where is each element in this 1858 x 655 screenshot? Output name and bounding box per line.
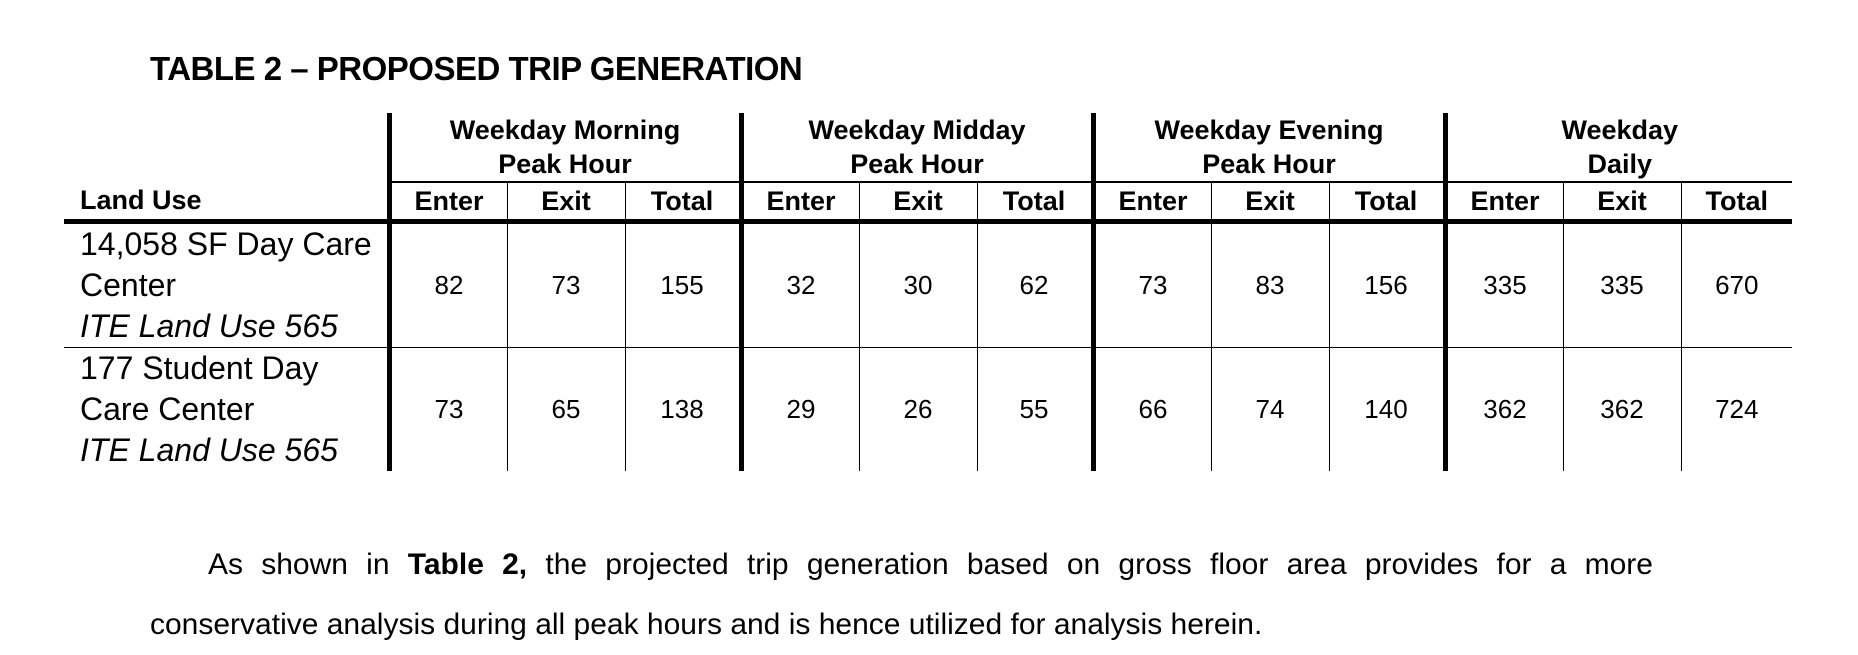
subheader-row (64, 182, 1792, 222)
value-cell: 73 (389, 348, 507, 472)
table-row (64, 348, 1792, 472)
col-header-exit: Exit (507, 182, 625, 222)
value-cell: 66 (1093, 348, 1211, 472)
group-header-line: Daily (1587, 149, 1653, 179)
col-header-total: Total (977, 182, 1093, 222)
value-cell: 362 (1563, 348, 1681, 472)
value-cell: 29 (741, 348, 859, 472)
value-cell: 155 (625, 222, 741, 348)
value-cell: 140 (1329, 348, 1445, 472)
col-header-exit: Exit (1563, 182, 1681, 222)
value-cell: 82 (389, 222, 507, 348)
col-header-enter: Enter (389, 182, 507, 222)
table-reference: Table 2, (407, 548, 528, 581)
ite-code: ITE Land Use 565 (80, 432, 338, 468)
value-cell: 73 (1093, 222, 1211, 348)
paragraph-text-before: As shown in (208, 548, 408, 581)
col-header-total: Total (625, 182, 741, 222)
value-cell: 55 (977, 348, 1093, 472)
land-use-name: 14,058 SF Day Care (80, 226, 372, 262)
col-header-exit: Exit (1211, 182, 1329, 222)
col-header-enter: Enter (1093, 182, 1211, 222)
group-header-morning (389, 113, 741, 182)
value-cell: 30 (859, 222, 977, 348)
value-cell: 362 (1445, 348, 1563, 472)
land-use-name: Center (80, 267, 177, 303)
value-cell: 138 (625, 348, 741, 472)
value-cell: 74 (1211, 348, 1329, 472)
value-cell: 26 (859, 348, 977, 472)
group-header-line: Weekday Evening (1154, 115, 1384, 145)
paragraph-text-after: the projected trip generation based on gross floor area provides for a more conservative analysis during all peak hours and is hence utilized for analysis herein. (150, 548, 1653, 641)
land-use-header: Land Use (64, 182, 389, 222)
land-use-cell (64, 222, 389, 348)
col-header-exit: Exit (859, 182, 977, 222)
ite-code: ITE Land Use 565 (80, 308, 338, 344)
corner-cell (64, 113, 389, 182)
land-use-cell (64, 348, 389, 472)
land-use-name: Care Center (80, 391, 255, 427)
col-header-total: Total (1681, 182, 1792, 222)
table-row (64, 222, 1792, 348)
group-header-daily (1445, 113, 1792, 182)
value-cell: 156 (1329, 222, 1445, 348)
body-paragraph (150, 535, 1653, 655)
group-header-midday (741, 113, 1093, 182)
group-header-line: Peak Hour (1202, 149, 1336, 179)
group-header-line: Weekday Morning (449, 115, 681, 145)
group-header-line: Weekday (1561, 115, 1679, 145)
value-cell: 335 (1563, 222, 1681, 348)
land-use-name: 177 Student Day (80, 350, 319, 386)
group-header-row (64, 113, 1792, 182)
col-header-total: Total (1329, 182, 1445, 222)
value-cell: 73 (507, 222, 625, 348)
col-header-enter: Enter (1445, 182, 1563, 222)
table-title: TABLE 2 – PROPOSED TRIP GENERATION (150, 50, 803, 87)
trip-generation-table (64, 113, 1792, 471)
value-cell: 65 (507, 348, 625, 472)
value-cell: 32 (741, 222, 859, 348)
group-header-evening (1093, 113, 1445, 182)
value-cell: 335 (1445, 222, 1563, 348)
value-cell: 62 (977, 222, 1093, 348)
col-header-enter: Enter (741, 182, 859, 222)
group-header-line: Weekday Midday (808, 115, 1026, 145)
value-cell: 83 (1211, 222, 1329, 348)
group-header-line: Peak Hour (850, 149, 984, 179)
value-cell: 724 (1681, 348, 1792, 472)
value-cell: 670 (1681, 222, 1792, 348)
group-header-line: Peak Hour (498, 149, 632, 179)
